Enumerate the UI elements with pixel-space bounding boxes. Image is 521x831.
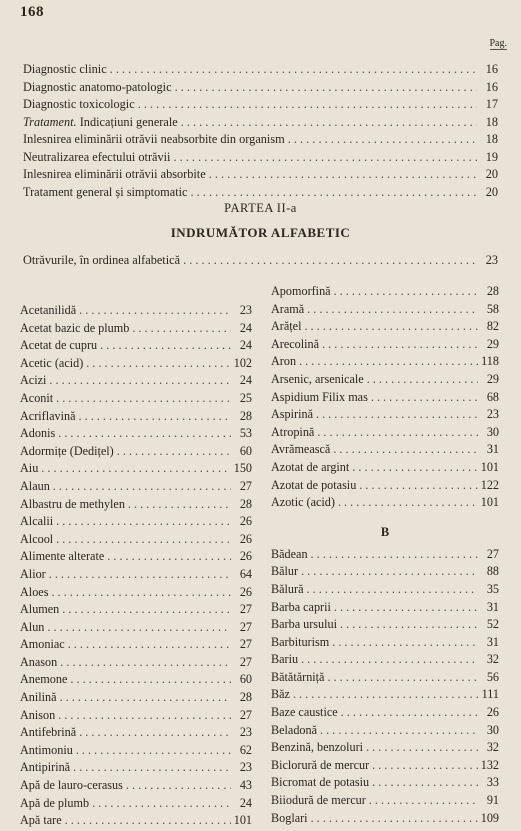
entry-text: Acizi — [20, 373, 47, 388]
index-row — [20, 356, 252, 374]
leader-dots — [60, 655, 231, 670]
entry-text: Anason — [20, 654, 58, 669]
entry-page: 23 — [239, 303, 252, 317]
leader-dots — [359, 478, 477, 493]
leader-dots — [138, 97, 477, 112]
leader-dots — [307, 582, 479, 597]
entry-text: Boglari — [271, 810, 308, 825]
entry-page: 28 — [239, 496, 252, 511]
leader-dots — [79, 303, 231, 318]
entry-page: 82 — [486, 319, 499, 334]
leader-dots — [181, 115, 477, 130]
entry-page: 20 — [485, 167, 498, 181]
index-row — [271, 372, 499, 390]
entry-text: Aron — [271, 354, 297, 369]
index-column-right — [271, 284, 499, 828]
entry-page: 24 — [239, 338, 252, 353]
leader-dots — [332, 635, 478, 650]
leader-dots — [209, 167, 477, 182]
entry-page: 25 — [239, 390, 252, 405]
entry-page: 24 — [239, 373, 252, 388]
index-row — [23, 150, 498, 168]
leader-dots — [301, 564, 478, 579]
index-row — [271, 407, 499, 425]
leader-dots — [107, 549, 231, 564]
entry-page: 28 — [486, 284, 499, 298]
index-row — [20, 373, 252, 391]
leader-dots — [73, 760, 231, 775]
entry-page: 150 — [233, 461, 252, 476]
entry-text: Aiu — [20, 461, 39, 476]
entry-text: Acetat bazic de plumb — [20, 320, 130, 335]
leader-dots — [175, 80, 477, 95]
entry-page: 101 — [480, 459, 499, 474]
entry-page: 27 — [239, 602, 252, 617]
entry-page: 23 — [239, 760, 252, 775]
index-row — [20, 708, 252, 726]
leader-dots — [49, 373, 231, 388]
entry-text: Antifebrină — [20, 725, 77, 740]
entry-text: Benzină, benzoluri — [271, 740, 364, 755]
index-row — [20, 743, 252, 761]
leader-dots — [92, 796, 231, 811]
entry-page: 91 — [486, 793, 499, 808]
index-row — [271, 740, 499, 758]
entry-text: Arățel — [271, 319, 302, 334]
entry-page: 27 — [239, 654, 252, 669]
entry-page: 26 — [239, 531, 252, 546]
leader-dots — [47, 620, 231, 635]
entry-page: 24 — [239, 320, 252, 335]
leader-dots — [299, 354, 478, 369]
entry-text-rest: Indicațiuni generale — [76, 114, 178, 129]
intro-entry — [23, 253, 498, 271]
entry-page: 16 — [485, 62, 498, 76]
leader-dots — [334, 284, 478, 299]
leader-dots — [288, 132, 477, 147]
entry-text: Azotat de potasiu — [271, 477, 357, 492]
leader-dots — [58, 426, 231, 441]
index-row — [20, 338, 252, 356]
entry-text: Inlesnirea eliminării otrăvii absorbite — [23, 167, 206, 181]
index-row — [20, 796, 252, 814]
entry-text: Apă de lauro-cerasus — [20, 778, 123, 793]
section-letter-b: B — [380, 524, 390, 539]
index-row — [20, 760, 252, 778]
leader-dots — [372, 775, 478, 790]
entry-text: Acetat de cupru — [20, 338, 98, 353]
entry-text: Barbiturism — [271, 634, 330, 649]
leader-dots — [68, 637, 231, 652]
index-row — [20, 303, 252, 321]
leader-dots — [70, 672, 231, 687]
index-row — [271, 425, 499, 443]
entry-page: 30 — [486, 722, 499, 737]
entry-text: Tratament general și simptomatic — [23, 184, 188, 199]
index-row — [271, 582, 499, 600]
index-row — [271, 635, 499, 653]
entry-text: Aspidium Filix mas — [271, 389, 368, 404]
entry-page: 23 — [486, 407, 499, 422]
leader-dots — [340, 617, 478, 632]
entry-page: 16 — [485, 79, 498, 94]
index-row — [271, 617, 499, 635]
entry-text: Barba ursului — [271, 617, 338, 632]
entry-page: 109 — [480, 810, 499, 825]
index-row — [20, 444, 252, 462]
entry-text: Bătătărniță — [271, 669, 325, 684]
entry-text: Acetanilidă — [20, 303, 77, 317]
leader-dots — [371, 390, 478, 405]
leader-dots — [56, 391, 231, 406]
toc-row — [23, 253, 498, 271]
entry-page: 118 — [481, 354, 499, 369]
leader-dots — [191, 185, 478, 200]
index-row — [20, 655, 252, 673]
index-row — [20, 426, 252, 444]
leader-dots — [322, 337, 478, 352]
entry-text: Acriflavină — [20, 408, 76, 423]
index-row — [23, 132, 498, 150]
entry-page: 111 — [481, 687, 499, 702]
entry-text: Antimoniu — [20, 742, 73, 757]
index-row — [20, 725, 252, 743]
entry-page: 31 — [486, 442, 499, 457]
entry-text: Anison — [20, 707, 56, 722]
entry-page: 35 — [486, 581, 499, 596]
leader-dots — [311, 811, 478, 826]
entry-text: Acetic (acid) — [20, 355, 84, 370]
entry-text: Arsenic, arsenicale — [271, 371, 364, 386]
entry-text: Albastru de methylen — [20, 496, 125, 511]
entry-page: 32 — [486, 652, 499, 667]
leader-dots — [41, 461, 230, 476]
leader-dots — [65, 813, 231, 828]
leader-dots — [117, 444, 231, 459]
index-row — [20, 321, 252, 339]
entry-text: Alior — [20, 566, 46, 581]
entry-page: 20 — [485, 184, 498, 199]
entry-text: Antipirină — [20, 760, 71, 775]
index-row — [23, 115, 498, 133]
entry-page: 27 — [239, 619, 252, 634]
entry-text: Neutralizarea efectului otrăvii — [23, 149, 171, 164]
entry-page: 28 — [239, 690, 252, 705]
index-row — [271, 390, 499, 408]
entry-page: 29 — [486, 336, 499, 351]
entry-text: Azotic (acid) — [271, 495, 335, 510]
entry-text: Arecolină — [271, 336, 320, 351]
leader-dots — [311, 547, 478, 562]
entry-page: 62 — [239, 742, 252, 757]
entry-text: Bădean — [271, 546, 308, 561]
index-row — [271, 705, 499, 723]
index-row — [271, 670, 499, 688]
index-row — [271, 319, 499, 337]
page-number: 168 — [20, 4, 44, 20]
leader-dots — [316, 407, 478, 422]
entry-text — [23, 115, 178, 130]
leader-dots — [327, 670, 478, 685]
entry-page: 60 — [239, 672, 252, 687]
index-row — [20, 479, 252, 497]
index-row — [20, 585, 252, 603]
entry-text: Anilină — [20, 690, 57, 705]
entry-text: Bariu — [271, 652, 299, 667]
entry-page: 132 — [480, 757, 499, 772]
index-row — [20, 549, 252, 567]
entry-text: Adonis — [20, 426, 56, 441]
index-row — [20, 620, 252, 638]
leader-dots — [132, 321, 231, 336]
entry-page: 27 — [239, 478, 252, 493]
index-row — [23, 185, 498, 203]
leader-dots — [369, 793, 478, 808]
entry-page: 122 — [480, 477, 499, 492]
entry-page: 58 — [486, 301, 499, 316]
leader-dots — [173, 150, 477, 165]
entry-page: 17 — [485, 97, 498, 111]
entry-page: 19 — [485, 149, 498, 164]
entry-page: 26 — [239, 514, 252, 529]
entry-page: 101 — [480, 495, 499, 510]
entry-page: 18 — [485, 114, 498, 129]
entry-text: Aconit — [20, 390, 54, 405]
entry-text: Baze caustice — [271, 705, 338, 720]
leader-dots — [53, 479, 231, 494]
guide-title: INDRUMĂTOR ALFABETIC — [170, 225, 351, 240]
part-title: PARTEA II-a — [224, 201, 297, 215]
entry-page: 28 — [239, 408, 252, 423]
leader-dots — [366, 740, 478, 755]
index-row — [20, 391, 252, 409]
entry-page: 68 — [486, 389, 499, 404]
entry-page: 24 — [239, 795, 252, 810]
entry-page: 32 — [486, 740, 499, 755]
entry-page: 52 — [486, 617, 499, 632]
leader-dots — [51, 585, 231, 600]
index-row — [23, 167, 498, 185]
index-row — [271, 354, 499, 372]
index-row — [271, 758, 499, 776]
entry-page: 31 — [486, 599, 499, 614]
entry-page: 102 — [233, 355, 252, 370]
entry-text: Aspirină — [271, 407, 313, 422]
entry-page: 23 — [239, 725, 252, 740]
leader-dots — [304, 319, 478, 334]
index-row — [20, 637, 252, 655]
leader-dots — [49, 567, 231, 582]
leader-dots — [367, 372, 478, 387]
entry-text: Alun — [20, 619, 45, 634]
entry-text: Adormițe (Dedițel) — [20, 443, 114, 458]
entry-page: 53 — [239, 426, 252, 441]
leader-dots — [301, 652, 478, 667]
index-row — [20, 514, 252, 532]
leader-dots — [341, 705, 478, 720]
entry-page: 18 — [485, 132, 498, 146]
entry-text: Avrămească — [271, 442, 331, 457]
entry-text: Alcalii — [20, 514, 54, 529]
entry-text: Otrăvurile, în ordinea alfabetică — [23, 253, 181, 267]
leader-dots — [110, 62, 477, 77]
leader-dots — [307, 302, 478, 317]
leader-dots — [76, 743, 231, 758]
index-row — [271, 652, 499, 670]
leader-dots — [79, 725, 231, 740]
entry-text: Inlesnirea eliminării otrăvii neabsorbite din organism — [23, 132, 285, 146]
entry-text: Diagnostic toxicologic — [23, 97, 135, 111]
entry-text: Alcool — [20, 531, 54, 546]
entry-page: 27 — [486, 546, 499, 561]
index-row — [23, 97, 498, 115]
index-row — [20, 813, 252, 831]
entry-text: Diagnostic anatomo-patologic — [23, 79, 172, 94]
index-row — [20, 532, 252, 550]
entry-page: 26 — [486, 705, 499, 720]
entry-page: 30 — [486, 424, 499, 439]
index-row — [271, 442, 499, 460]
entry-page: 27 — [239, 707, 252, 722]
entry-page: 43 — [239, 778, 252, 793]
index-row — [271, 478, 499, 496]
entry-text: Alimente alterate — [20, 549, 105, 564]
leader-dots — [293, 687, 478, 702]
entry-page: 88 — [486, 564, 499, 579]
leader-dots — [320, 723, 478, 738]
index-row — [20, 778, 252, 796]
leader-dots — [183, 253, 477, 268]
leader-dots — [79, 409, 232, 424]
index-row — [271, 600, 499, 618]
leader-dots — [317, 425, 478, 440]
index-row — [20, 461, 252, 479]
index-row — [271, 495, 499, 513]
index-row — [271, 775, 499, 793]
entry-text: Apă de plumb — [20, 795, 90, 810]
entry-text: Amoniac — [20, 637, 65, 652]
entry-text: Apă tare — [20, 813, 62, 828]
leader-dots — [62, 602, 231, 617]
entry-page: 23 — [485, 253, 498, 267]
leader-dots — [60, 690, 231, 705]
index-row — [20, 409, 252, 427]
leader-dots — [58, 708, 231, 723]
entry-text: Băz — [271, 687, 290, 702]
index-row — [20, 690, 252, 708]
index-row — [271, 723, 499, 741]
entry-page: 27 — [239, 637, 252, 652]
entry-page: 64 — [239, 566, 252, 581]
index-row — [20, 567, 252, 585]
entry-text-italic: Tratament. — [23, 114, 77, 129]
index-row — [271, 564, 499, 582]
entry-text: Bălur — [271, 564, 299, 579]
entry-page: 101 — [233, 813, 252, 828]
index-row — [271, 687, 499, 705]
index-column-left — [20, 303, 252, 831]
entry-page: 26 — [239, 549, 252, 564]
index-row — [271, 337, 499, 355]
leader-dots — [56, 514, 231, 529]
entry-page: 56 — [486, 669, 499, 684]
entry-page: 26 — [239, 584, 252, 599]
entry-text: Apomorfină — [271, 284, 331, 298]
entry-text: Aramă — [271, 301, 305, 316]
index-row — [271, 284, 499, 302]
index-row — [271, 302, 499, 320]
entry-text: Alumen — [20, 602, 60, 617]
entry-page: 31 — [486, 634, 499, 649]
index-row — [23, 80, 498, 98]
index-row — [271, 793, 499, 811]
table-of-contents — [23, 62, 498, 202]
leader-dots — [334, 600, 478, 615]
leader-dots — [352, 460, 477, 475]
entry-text: Beladonă — [271, 722, 318, 737]
entry-text: Barba caprii — [271, 599, 331, 614]
entry-text: Aloes — [20, 584, 49, 599]
index-row — [271, 811, 499, 829]
index-row — [271, 547, 499, 565]
entry-text: Azotat de argint — [271, 459, 350, 474]
entry-page: 29 — [486, 371, 499, 386]
entry-text: Bicromat de potasiu — [271, 775, 370, 790]
entry-text: Anemone — [20, 672, 68, 687]
index-row — [20, 497, 252, 515]
entry-text: Atropină — [271, 424, 315, 439]
entry-text: Alaun — [20, 478, 50, 493]
leader-dots — [333, 442, 478, 457]
page-column-label: Pag. — [489, 38, 507, 49]
entry-text: Bălură — [271, 581, 304, 596]
leader-dots — [128, 497, 231, 512]
entry-page: 33 — [486, 775, 499, 790]
leader-dots — [126, 778, 231, 793]
leader-dots — [100, 338, 231, 353]
leader-dots — [338, 495, 478, 510]
index-row — [271, 460, 499, 478]
entry-text: Diagnostic clinic — [23, 62, 107, 76]
leader-dots — [56, 532, 231, 547]
index-row — [20, 672, 252, 690]
leader-dots — [86, 356, 230, 371]
leader-dots — [372, 758, 478, 773]
entry-text: Biiodură de mercur — [271, 793, 366, 808]
entry-page: 60 — [239, 443, 252, 458]
entry-text: Biclorură de mercur — [271, 757, 370, 772]
index-row — [23, 62, 498, 80]
index-row — [20, 602, 252, 620]
